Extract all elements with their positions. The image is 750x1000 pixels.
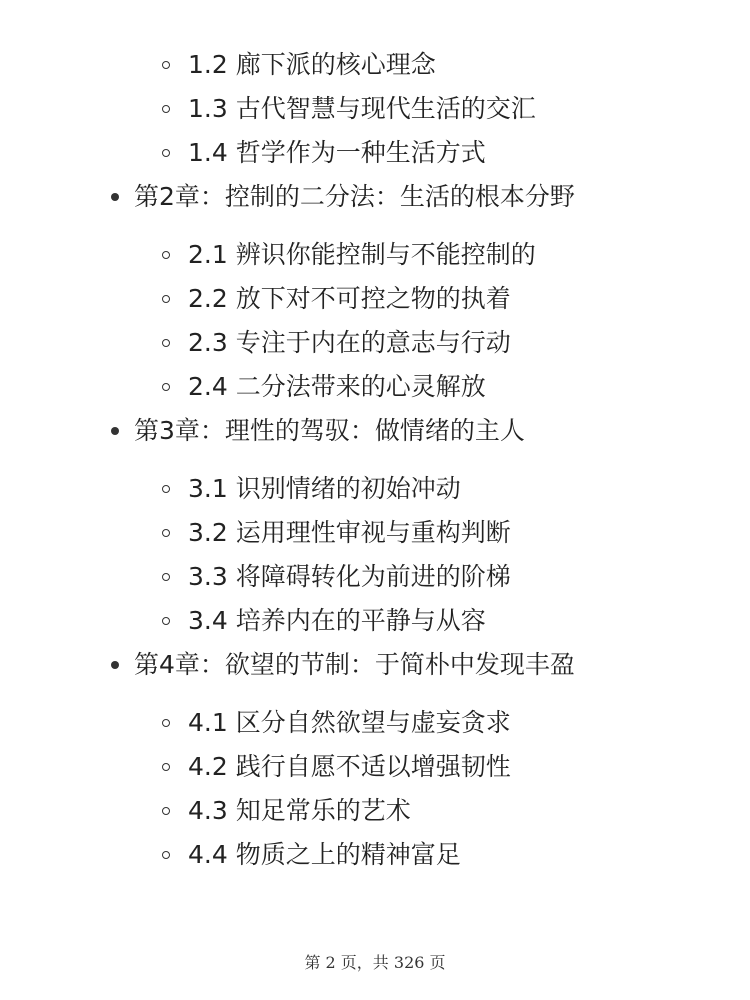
toc-chapter-item <box>0 414 750 448</box>
toc-sub-item <box>0 560 750 594</box>
toc-sub-item-text: 4.1 区分自然欲望与虚妄贪求 <box>188 708 511 737</box>
filled-bullet-icon <box>111 193 119 201</box>
toc-sub-item-text: 1.3 古代智慧与现代生活的交汇 <box>188 94 536 123</box>
page-number-footer: 第 2 页，共 326 页 <box>304 953 446 972</box>
toc-sub-item <box>0 472 750 506</box>
hollow-bullet-icon <box>162 807 170 815</box>
hollow-bullet-icon <box>162 485 170 493</box>
hollow-bullet-icon <box>162 617 170 625</box>
toc-sub-item <box>0 604 750 638</box>
hollow-bullet-icon <box>162 573 170 581</box>
hollow-bullet-icon <box>162 719 170 727</box>
hollow-bullet-icon <box>162 105 170 113</box>
toc-chapter-title: 第4章：欲望的节制：于简朴中发现丰盈 <box>134 650 575 679</box>
toc-sub-item-text: 2.3 专注于内在的意志与行动 <box>188 328 511 357</box>
hollow-bullet-icon <box>162 339 170 347</box>
toc-sub-item-text: 4.2 践行自愿不适以增强韧性 <box>188 752 511 781</box>
hollow-bullet-icon <box>162 383 170 391</box>
hollow-bullet-icon <box>162 149 170 157</box>
toc-sub-item <box>0 48 750 82</box>
toc-sub-item <box>0 838 750 872</box>
filled-bullet-icon <box>111 427 119 435</box>
toc-chapter-title: 第3章：理性的驾驭：做情绪的主人 <box>134 416 525 445</box>
toc-sub-item <box>0 282 750 316</box>
toc-sub-item-text: 3.2 运用理性审视与重构判断 <box>188 518 511 547</box>
toc-sub-item-text: 1.2 廊下派的核心理念 <box>188 50 436 79</box>
hollow-bullet-icon <box>162 295 170 303</box>
table-of-contents <box>0 48 750 882</box>
toc-sub-item-text: 2.2 放下对不可控之物的执着 <box>188 284 511 313</box>
toc-sub-item <box>0 370 750 404</box>
toc-sub-item-text: 4.4 物质之上的精神富足 <box>188 840 461 869</box>
toc-sub-item <box>0 516 750 550</box>
toc-chapter-title: 第2章：控制的二分法：生活的根本分野 <box>134 182 575 211</box>
toc-sub-item <box>0 92 750 126</box>
toc-sub-item <box>0 136 750 170</box>
hollow-bullet-icon <box>162 61 170 69</box>
toc-sub-item-text: 3.3 将障碍转化为前进的阶梯 <box>188 562 511 591</box>
toc-sub-item-text: 1.4 哲学作为一种生活方式 <box>188 138 486 167</box>
hollow-bullet-icon <box>162 251 170 259</box>
toc-sub-item <box>0 238 750 272</box>
hollow-bullet-icon <box>162 529 170 537</box>
hollow-bullet-icon <box>162 851 170 859</box>
toc-sub-item-text: 3.1 识别情绪的初始冲动 <box>188 474 461 503</box>
toc-chapter-item <box>0 648 750 682</box>
toc-sub-item <box>0 750 750 784</box>
toc-chapter-item <box>0 180 750 214</box>
toc-sub-item <box>0 794 750 828</box>
toc-sub-item-text: 3.4 培养内在的平静与从容 <box>188 606 486 635</box>
toc-sub-item <box>0 706 750 740</box>
toc-sub-item <box>0 326 750 360</box>
toc-sub-item-text: 2.1 辨识你能控制与不能控制的 <box>188 240 536 269</box>
filled-bullet-icon <box>111 661 119 669</box>
hollow-bullet-icon <box>162 763 170 771</box>
toc-sub-item-text: 2.4 二分法带来的心灵解放 <box>188 372 486 401</box>
toc-sub-item-text: 4.3 知足常乐的艺术 <box>188 796 411 825</box>
